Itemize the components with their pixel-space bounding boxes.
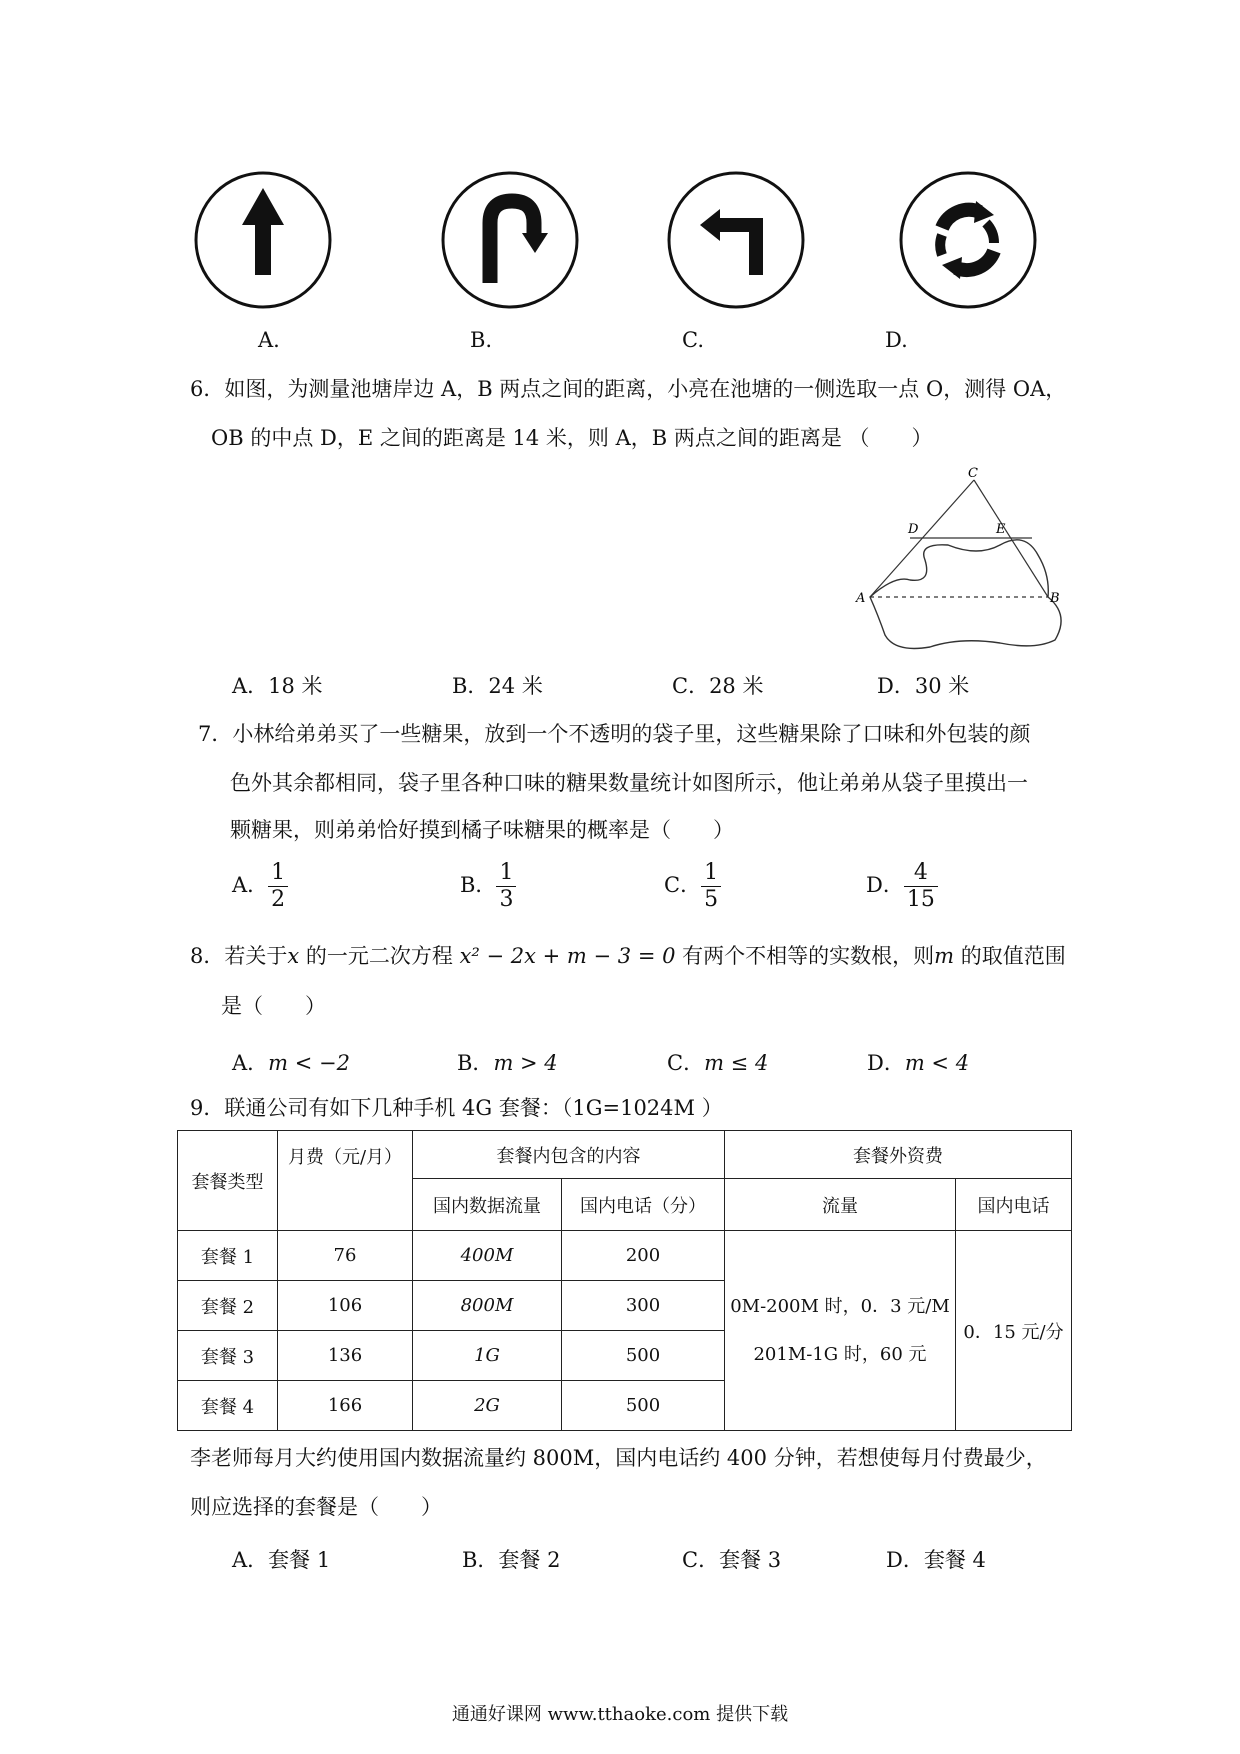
pond-figure [850, 465, 1065, 655]
q9-option-d: D．套餐 4 [886, 1548, 986, 1572]
fraction: $\frac{4}{15}$ [904, 860, 938, 913]
q8-option-b: B．m > 4 [457, 1051, 558, 1075]
table-row: 套餐 3 136 1G 500 [178, 1331, 1072, 1381]
header-fee: 月费（元/月） [278, 1131, 413, 1231]
header-flow: 流量 [725, 1179, 956, 1231]
q9-option-a: A．套餐 1 [232, 1548, 331, 1572]
q6-line-1: 6．如图，为测量池塘岸边 A，B 两点之间的距离，小亮在池塘的一侧选取一点 O，测得 OA， [190, 377, 1067, 401]
q7-line-1: 7．小林给弟弟买了一些糖果，放到一个不透明的袋子里，这些糖果除了口味和外包装的颜 [198, 722, 1031, 746]
header-type: 套餐类型 [178, 1131, 278, 1231]
q7-option-d: D． $\frac{4}{15}$ [866, 860, 938, 913]
left-turn-arrow-sign-icon [669, 173, 803, 307]
extra-call-cell: 0．15 元/分 [956, 1231, 1072, 1431]
q8-option-a: A．m < −2 [232, 1051, 350, 1075]
q8-line-2: 是（ ） [221, 994, 326, 1018]
plan-table [177, 1130, 1072, 1431]
q7-line-2: 色外其余都相同，袋子里各种口味的糖果数量统计如图所示，他让弟弟从袋子里摸出一 [230, 771, 1028, 795]
q5-option-d: D. [885, 328, 908, 352]
q9-after-line-1: 李老师每月大约使用国内数据流量约 800M，国内电话约 400 分钟，若想使每月付费最少， [190, 1446, 1047, 1470]
label-e: E [996, 522, 1006, 537]
table-row: 套餐 2 106 800M 300 [178, 1281, 1072, 1331]
label-d: D [908, 522, 919, 537]
table-row: 套餐 4 166 2G 500 [178, 1381, 1072, 1431]
header-extra: 套餐外资费 [725, 1131, 1072, 1179]
table-header-row [178, 1131, 1072, 1179]
q5-option-a: A. [258, 328, 280, 352]
q8-equation: x² − 2x + m − 3 = 0 [459, 944, 676, 968]
q8-option-c: C．m ≤ 4 [667, 1051, 769, 1075]
fraction: $\frac{1}{5}$ [701, 860, 721, 913]
q6-option-a: A．18 米 [232, 674, 323, 698]
table-row: 套餐 1 76 400M 200 0M-200M 时，0．3 元/M 201M-1G 时，60 元 0．15 元/分 [178, 1231, 1072, 1281]
q7-option-b: B． $\frac{1}{3}$ [460, 860, 516, 913]
u-turn-arrow-sign-icon [443, 173, 577, 307]
traffic-signs-figure [190, 165, 1040, 315]
extra-flow-cell: 0M-200M 时，0．3 元/M 201M-1G 时，60 元 [725, 1231, 956, 1431]
q7-option-c: C． $\frac{1}{5}$ [664, 860, 721, 913]
header-included: 套餐内包含的内容 [413, 1131, 725, 1179]
q9-option-b: B．套餐 2 [462, 1548, 561, 1572]
q6-line-2: OB 的中点 D，E 之间的距离是 14 米，则 A，B 两点之间的距离是 （ ） [211, 426, 933, 450]
q5-option-b: B. [470, 328, 493, 352]
q8-line-1: 8．若关于x 的一元二次方程 x² − 2x + m − 3 = 0 有两个不相等的实数根，则m 的取值范围 [190, 944, 1066, 968]
page-footer: 通通好课网 www.tthaoke.com 提供下载 [451, 1704, 789, 1725]
q6-option-d: D．30 米 [877, 674, 970, 698]
label-b: B [1050, 591, 1060, 606]
q8-option-d: D．m < 4 [867, 1051, 970, 1075]
fraction: $\frac{1}{2}$ [268, 860, 288, 913]
header-data: 国内数据流量 [413, 1179, 562, 1231]
q9-option-c: C．套餐 3 [682, 1548, 782, 1572]
label-c: C [968, 466, 978, 481]
header-call: 国内电话（分） [562, 1179, 725, 1231]
q9-line-1: 9．联通公司有如下几种手机 4G 套餐：（1G=1024M ） [190, 1096, 723, 1120]
label-a: A [856, 591, 866, 606]
q6-option-c: C．28 米 [672, 674, 764, 698]
roundabout-sign-icon [901, 173, 1035, 307]
q9-after-line-2: 则应选择的套餐是（ ） [190, 1495, 442, 1519]
straight-arrow-sign-icon [196, 173, 330, 307]
q7-option-a: A． $\frac{1}{2}$ [232, 860, 288, 913]
q7-line-3: 颗糖果，则弟弟恰好摸到橘子味糖果的概率是（ ） [230, 818, 734, 842]
fraction: $\frac{1}{3}$ [496, 860, 516, 913]
q5-option-c: C. [682, 328, 704, 352]
header-call-extra: 国内电话 [956, 1179, 1072, 1231]
q6-option-b: B．24 米 [452, 674, 543, 698]
